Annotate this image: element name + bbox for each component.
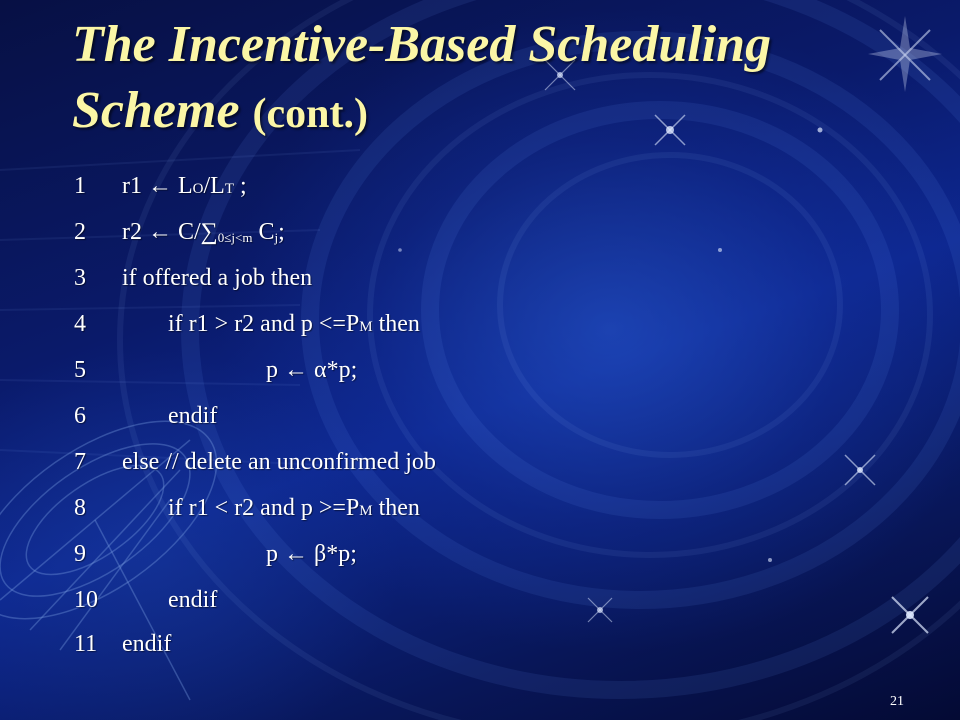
subscript-m: M [359,319,373,335]
slide-title-main: The Incentive-Based Scheduling Scheme [72,16,772,139]
subscript-m: M [359,503,373,519]
line-text [168,488,420,531]
line-number: 6 [74,403,86,429]
line-number: 3 [74,265,86,291]
line-text-part: ; [278,219,285,245]
line-number: 8 [74,495,86,521]
line-text-part: if r1 > r2 and p <=P [168,311,360,337]
subscript-t: T [224,181,234,197]
line-text-part: then [372,311,420,337]
line-text-part: r1 ← L [122,173,193,199]
line-text-part: /L [203,173,225,199]
line-text [122,166,247,209]
page-number: 21 [890,694,904,709]
line-text-part: C [252,219,275,245]
line-number: 7 [74,449,86,475]
line-number: 5 [74,357,86,383]
line-text: endif [122,631,172,657]
line-text-part: then [372,495,420,521]
line-number: 4 [74,311,86,337]
line-text: p ← α*p; [266,357,358,383]
line-number: 2 [74,219,86,245]
line-text: endif [168,403,218,429]
line-text: if offered a job then [122,265,313,291]
line-text: p ← β*p; [266,541,357,567]
line-text-part: ; [234,173,247,199]
line-text [122,212,285,255]
line-text-part: if r1 < r2 and p >=P [168,495,360,521]
subscript-o: O [192,181,204,197]
line-number: 10 [74,587,98,613]
slide-title-suffix: (cont.) [252,91,368,137]
subscript-j: j [274,230,279,245]
summation-subscript: 0≤j<m [217,230,253,245]
line-text: endif [168,587,218,613]
line-text: else // delete an unconfirmed job [122,449,436,475]
line-number: 9 [74,541,86,567]
line-number: 1 [74,173,86,199]
line-text [168,304,420,347]
line-text-part: r2 ← C/∑ [122,219,218,245]
line-number: 11 [74,631,98,657]
